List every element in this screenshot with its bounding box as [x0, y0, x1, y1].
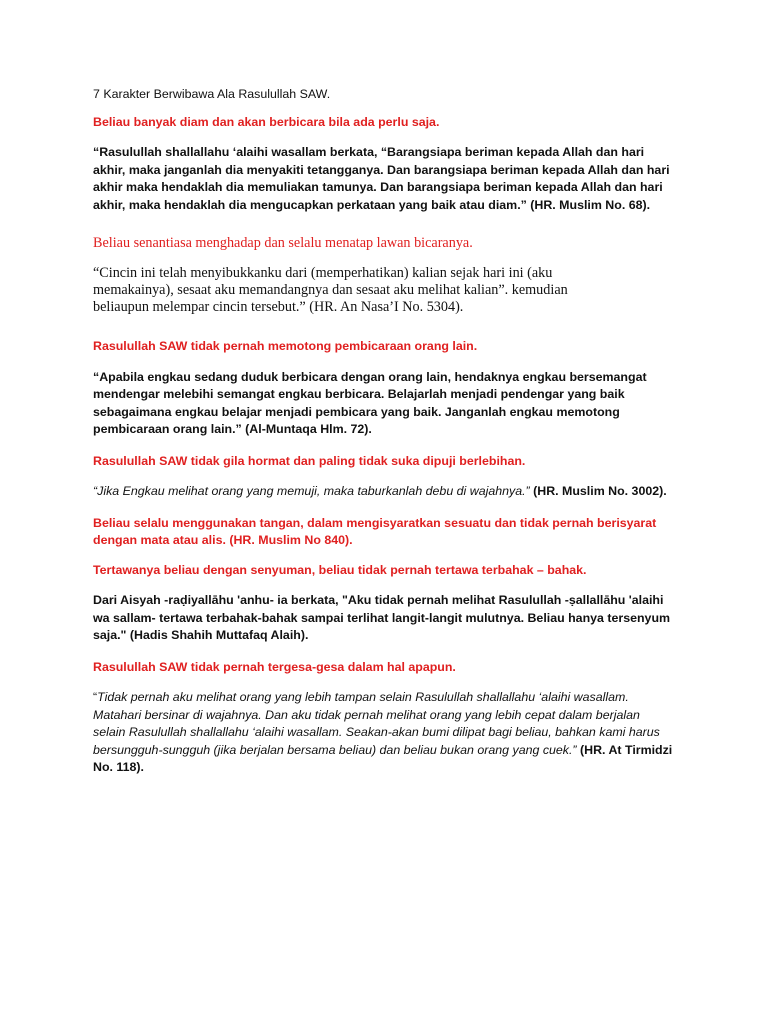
section-7-quote-open: “ [93, 690, 98, 704]
section-1-heading: Beliau banyak diam dan akan berbicara bila ada perlu saja. [93, 114, 440, 129]
section-5-heading: Beliau selalu menggunakan tangan, dalam mengisyaratkan sesuatu dan tidak pernah berisyarat dengan mata atau alis. (HR. Muslim No 840). [93, 515, 657, 547]
section-7-source: (HR. At Tirmidzi No. 118). [93, 742, 673, 774]
section-7-heading: Rasulullah SAW tidak pernah tergesa-gesa dalam hal apapun. [93, 659, 456, 674]
section-4-heading: Rasulullah SAW tidak gila hormat dan paling tidak suka dipuji berlebihan. [93, 453, 526, 468]
document-title: 7 Karakter Berwibawa Ala Rasulullah SAW. [93, 87, 331, 101]
section-7-text [93, 689, 673, 777]
section-7-quote: Tidak pernah aku melihat orang yang lebih tampan selain Rasulullah shallallahu ‘alaihi wasallam. Matahari bersinar di wajahnya. Dan aku tidak pernah melihat orang yang lebih cepat dalam berjalan selain Rasulullah shallallahu ‘alaihi wasallam. Seakan-akan bumi dilipat bagi beliau, bahkan kami harus bersungguh-sungguh (jika berjalan bersama beliau) dan beliau bukan orang yang cuek.” [93, 690, 660, 757]
section-6-text: Dari Aisyah -raḍiyallāhu 'anhu- ia berkata, "Aku tidak pernah melihat Rasulullah -ṣallallāhu 'alaihi wa sallam- tertawa terbahak-bahak sampai terlihat langit-langit mulutnya. Beliau hanya tersenyum saja." (Hadis Shahih Muttafaq Alaih). [93, 593, 671, 642]
section-4-source: (HR. Muslim No. 3002). [529, 484, 667, 498]
section-4-text [93, 483, 673, 501]
section-6-heading: Tertawanya beliau dengan senyuman, beliau tidak pernah tertawa terbahak – bahak. [93, 562, 587, 577]
section-3-text: “Apabila engkau sedang duduk berbicara dengan orang lain, hendaknya engkau bersemangat mendengar melebihi semangat engkau berbicara. Belajarlah menjadi pendengar yang baik sebagaimana engkau belajar menjadi pembicara yang baik. Janganlah engkau memotong pembicaraan orang lain.” (Al-Muntaqa Hlm. 72). [93, 369, 647, 436]
section-2-heading: Beliau senantiasa menghadap dan selalu menatap lawan bicaranya. [93, 235, 473, 251]
section-4-quote: “Jika Engkau melihat orang yang memuji, maka taburkanlah debu di wajahnya.” [93, 484, 530, 498]
section-1-text: “Rasulullah shallallahu ‘alaihi wasallam berkata, “Barangsiapa beriman kepada Allah dan hari akhir, maka janganlah dia menyakiti tetangganya. Dan barangsiapa beriman kepada Allah dan hari akhir maka hendaklah dia memuliakan tamunya. Dan barangsiapa beriman kepada Allah dan hari akhir, maka hendaklah dia mengucapkan perkataan yang baik atau diam.” (HR. Muslim No. 68). [93, 145, 670, 212]
section-2-text: “Cincin ini telah menyibukkanku dari (memperhatikan) kalian sejak hari ini (aku memakainya), sesaat aku memandangnya dan sesaat aku melihat kalian”. kemudian beliaupun melempar cincin tersebut.” (HR. An Nasa’I No. 5304). [93, 265, 568, 315]
section-3-heading: Rasulullah SAW tidak pernah memotong pembicaraan orang lain. [93, 339, 478, 353]
document-page [93, 86, 673, 791]
